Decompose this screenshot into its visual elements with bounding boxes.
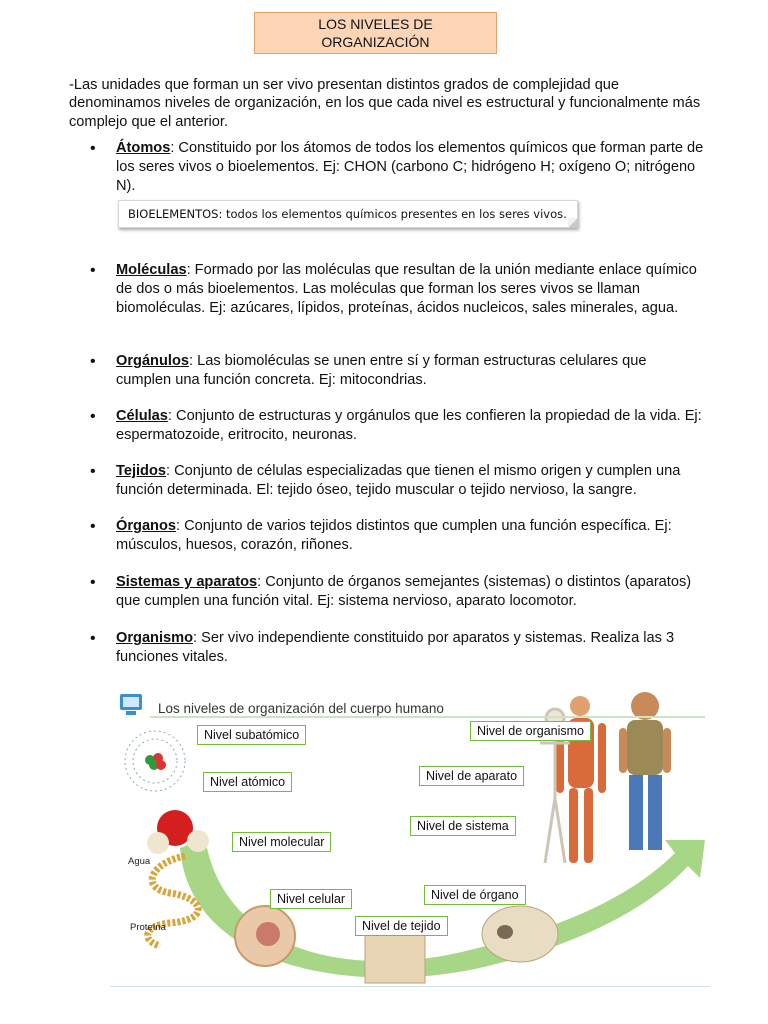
level-organism-box: Nivel de organismo [470,721,591,741]
desc-organos: : Conjunto de varios tejidos distintos que cumplen una función específica. Ej: músculos, huesos, corazón, riñones. [116,518,672,553]
level-subatomic-box: Nivel subatómico [197,725,306,745]
list-item-organismo [90,629,705,667]
term-sistemas: Sistemas y aparatos [116,574,258,590]
term-organismo: Organismo [116,630,194,646]
term-organulos: Orgánulos [116,353,189,369]
list-item-atomos [90,139,705,196]
desc-organismo: : Ser vivo independiente constituido por aparatos y sistemas. Realiza las 3 funciones vitales. [116,630,675,665]
callout-page-curl [568,218,578,228]
level-molecular-box: Nivel molecular [232,832,331,852]
level-system-box: Nivel de sistema [410,816,516,836]
figure-bottom-rule [110,986,710,987]
desc-atomos: : Constituido por los átomos de todos los elementos químicos que forman parte de los seres vivos o bioelementos. Ej: CHON (carbono C; hidrógeno H; oxígeno O; nitrógeno N). [116,140,704,194]
term-moleculas: Moléculas [116,262,187,278]
level-atomic-box: Nivel atómico [203,772,292,792]
monitor-icon [120,694,142,715]
document-title-line-1: LOS NIVELES DE [318,16,433,32]
level-tissue-box: Nivel de tejido [355,916,448,936]
document-title-box [254,12,497,54]
desc-moleculas: : Formado por las moléculas que resultan de la unión mediante enlace químico de dos o más bioelementos. Las moléculas que forman los seres vivos se llaman biomoléculas. Ej: azúcares, lípidos, proteínas, ácidos nucleicos, sales minerales, agua. [116,262,697,316]
level-cellular-box: Nivel celular [270,889,352,909]
list-item-tejidos [90,462,705,500]
document-title-line-2: ORGANIZACIÓN [321,34,430,50]
term-tejidos: Tejidos [116,463,167,479]
bioelementos-callout [118,200,578,228]
desc-tejidos: : Conjunto de células especializadas que tienen el mismo origen y cumplen una función determinada. El: tejido óseo, tejido muscular o tejido nervioso, la sangre. [116,463,681,498]
intro-paragraph: -Las unidades que forman un ser vivo presentan distintos grados de complejidad que denominamos niveles de organización, en los que cada nivel es estructural y funcionalmente más complejo que el anterior. [69,77,701,130]
protein-label: Proteína [130,922,166,933]
list-item-moleculas [90,261,705,318]
water-label: Agua [128,856,151,867]
figure-title: Los niveles de organización del cuerpo humano [158,701,444,716]
term-celulas: Células [116,408,168,424]
water-molecule-icon [147,810,209,854]
levels-figure [110,688,710,988]
desc-celulas: : Conjunto de estructuras y orgánulos que les confieren la propiedad de la vida. Ej: espermatozoide, eritrocito, neuronas. [116,408,702,443]
subatomic-atom-icon [125,731,185,791]
list-item-organos [90,517,705,555]
term-atomos: Átomos [116,140,171,156]
figure-title-rule [150,716,705,718]
callout-text: BIOELEMENTOS: todos los elementos químicos presentes en los seres vivos. [128,207,567,221]
skull-organ-icon [482,906,558,962]
list-item-organulos [90,352,705,390]
desc-organulos: : Las biomoléculas se unen entre sí y forman estructuras celulares que cumplen una función concreta. Ej: mitocondrias. [116,353,647,388]
term-organos: Órganos [116,518,177,534]
level-apparatus-box: Nivel de aparato [419,766,524,786]
list-item-celulas [90,407,705,445]
desc-sistemas: : Conjunto de órganos semejantes (sistemas) o distintos (aparatos) que cumplen una función vital. Ej: sistema nervioso, aparato locomotor. [116,574,692,609]
level-organ-box: Nivel de órgano [424,885,526,905]
list-item-sistemas [90,573,705,611]
cell-icon [235,906,295,966]
